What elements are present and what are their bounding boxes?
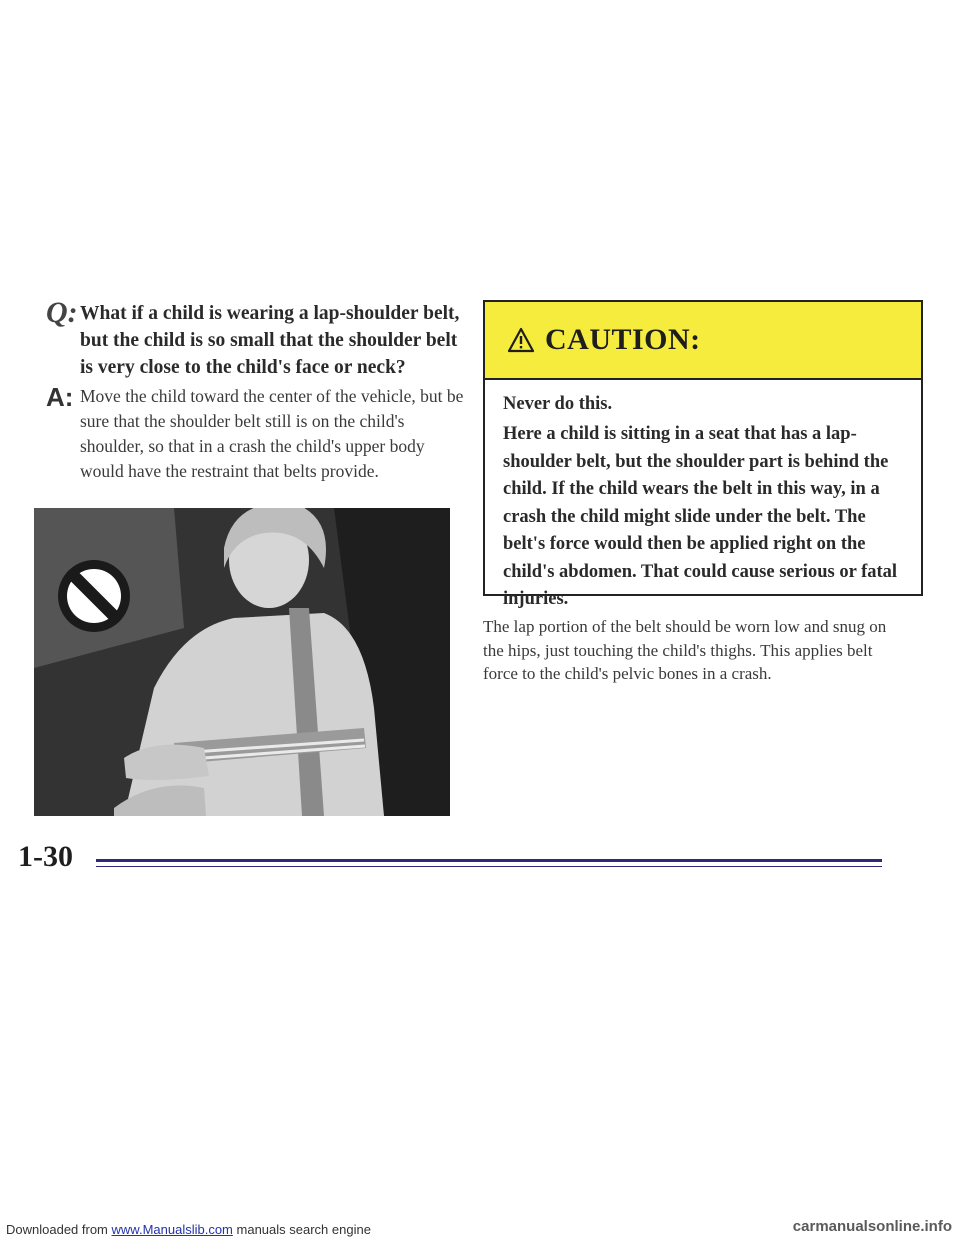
footer-rule-thin [96,866,882,867]
download-footer [6,1222,371,1237]
footer-prefix: Downloaded from [6,1222,108,1237]
footer-rule [96,859,882,862]
question-block [46,296,466,381]
question-text: What if a child is wearing a lap-shoulder belt, but the child is so small that the shoulder belt is very close to the child's face or neck? [80,303,460,378]
illustration-drawing [34,508,450,816]
child-seatbelt-illustration [34,508,450,816]
page-number: 1-30 [18,840,73,873]
caution-title: CAUTION: [545,323,701,356]
answer-mark: A: [46,382,74,412]
answer-text: Move the child toward the center of the vehicle, but be sure that the shoulder belt still is on the child's shoulder, so that in a crash the child's upper body would have the restraint that belts provide. [80,386,464,481]
question-mark: Q: [46,296,78,329]
caution-lead: Never do this. [503,394,613,414]
caution-text: Here a child is sitting in a seat that has a lap-shoulder belt, but the shoulder part is behind the child. If the child wears the belt in this way, in a crash the child might slide under the belt. The belt's force would then be applied right on the child's abdomen. That could cause serious or fatal injuries. [503,424,898,609]
footer-suffix: manuals search engine [236,1222,371,1237]
footer-watermark: carmanualsonline.info [792,1218,952,1235]
body-paragraph: The lap portion of the belt should be worn low and snug on the hips, just touching the child's thighs. This applies belt force to the child's pelvic bones in a crash. [483,617,887,683]
caution-body [485,380,921,614]
manualslib-link[interactable]: www.Manualslib.com [111,1222,233,1237]
caution-box [483,300,923,609]
no-symbol-icon [56,558,132,634]
warning-triangle-icon [507,327,535,353]
caution-header [485,302,921,380]
answer-block [46,384,466,484]
